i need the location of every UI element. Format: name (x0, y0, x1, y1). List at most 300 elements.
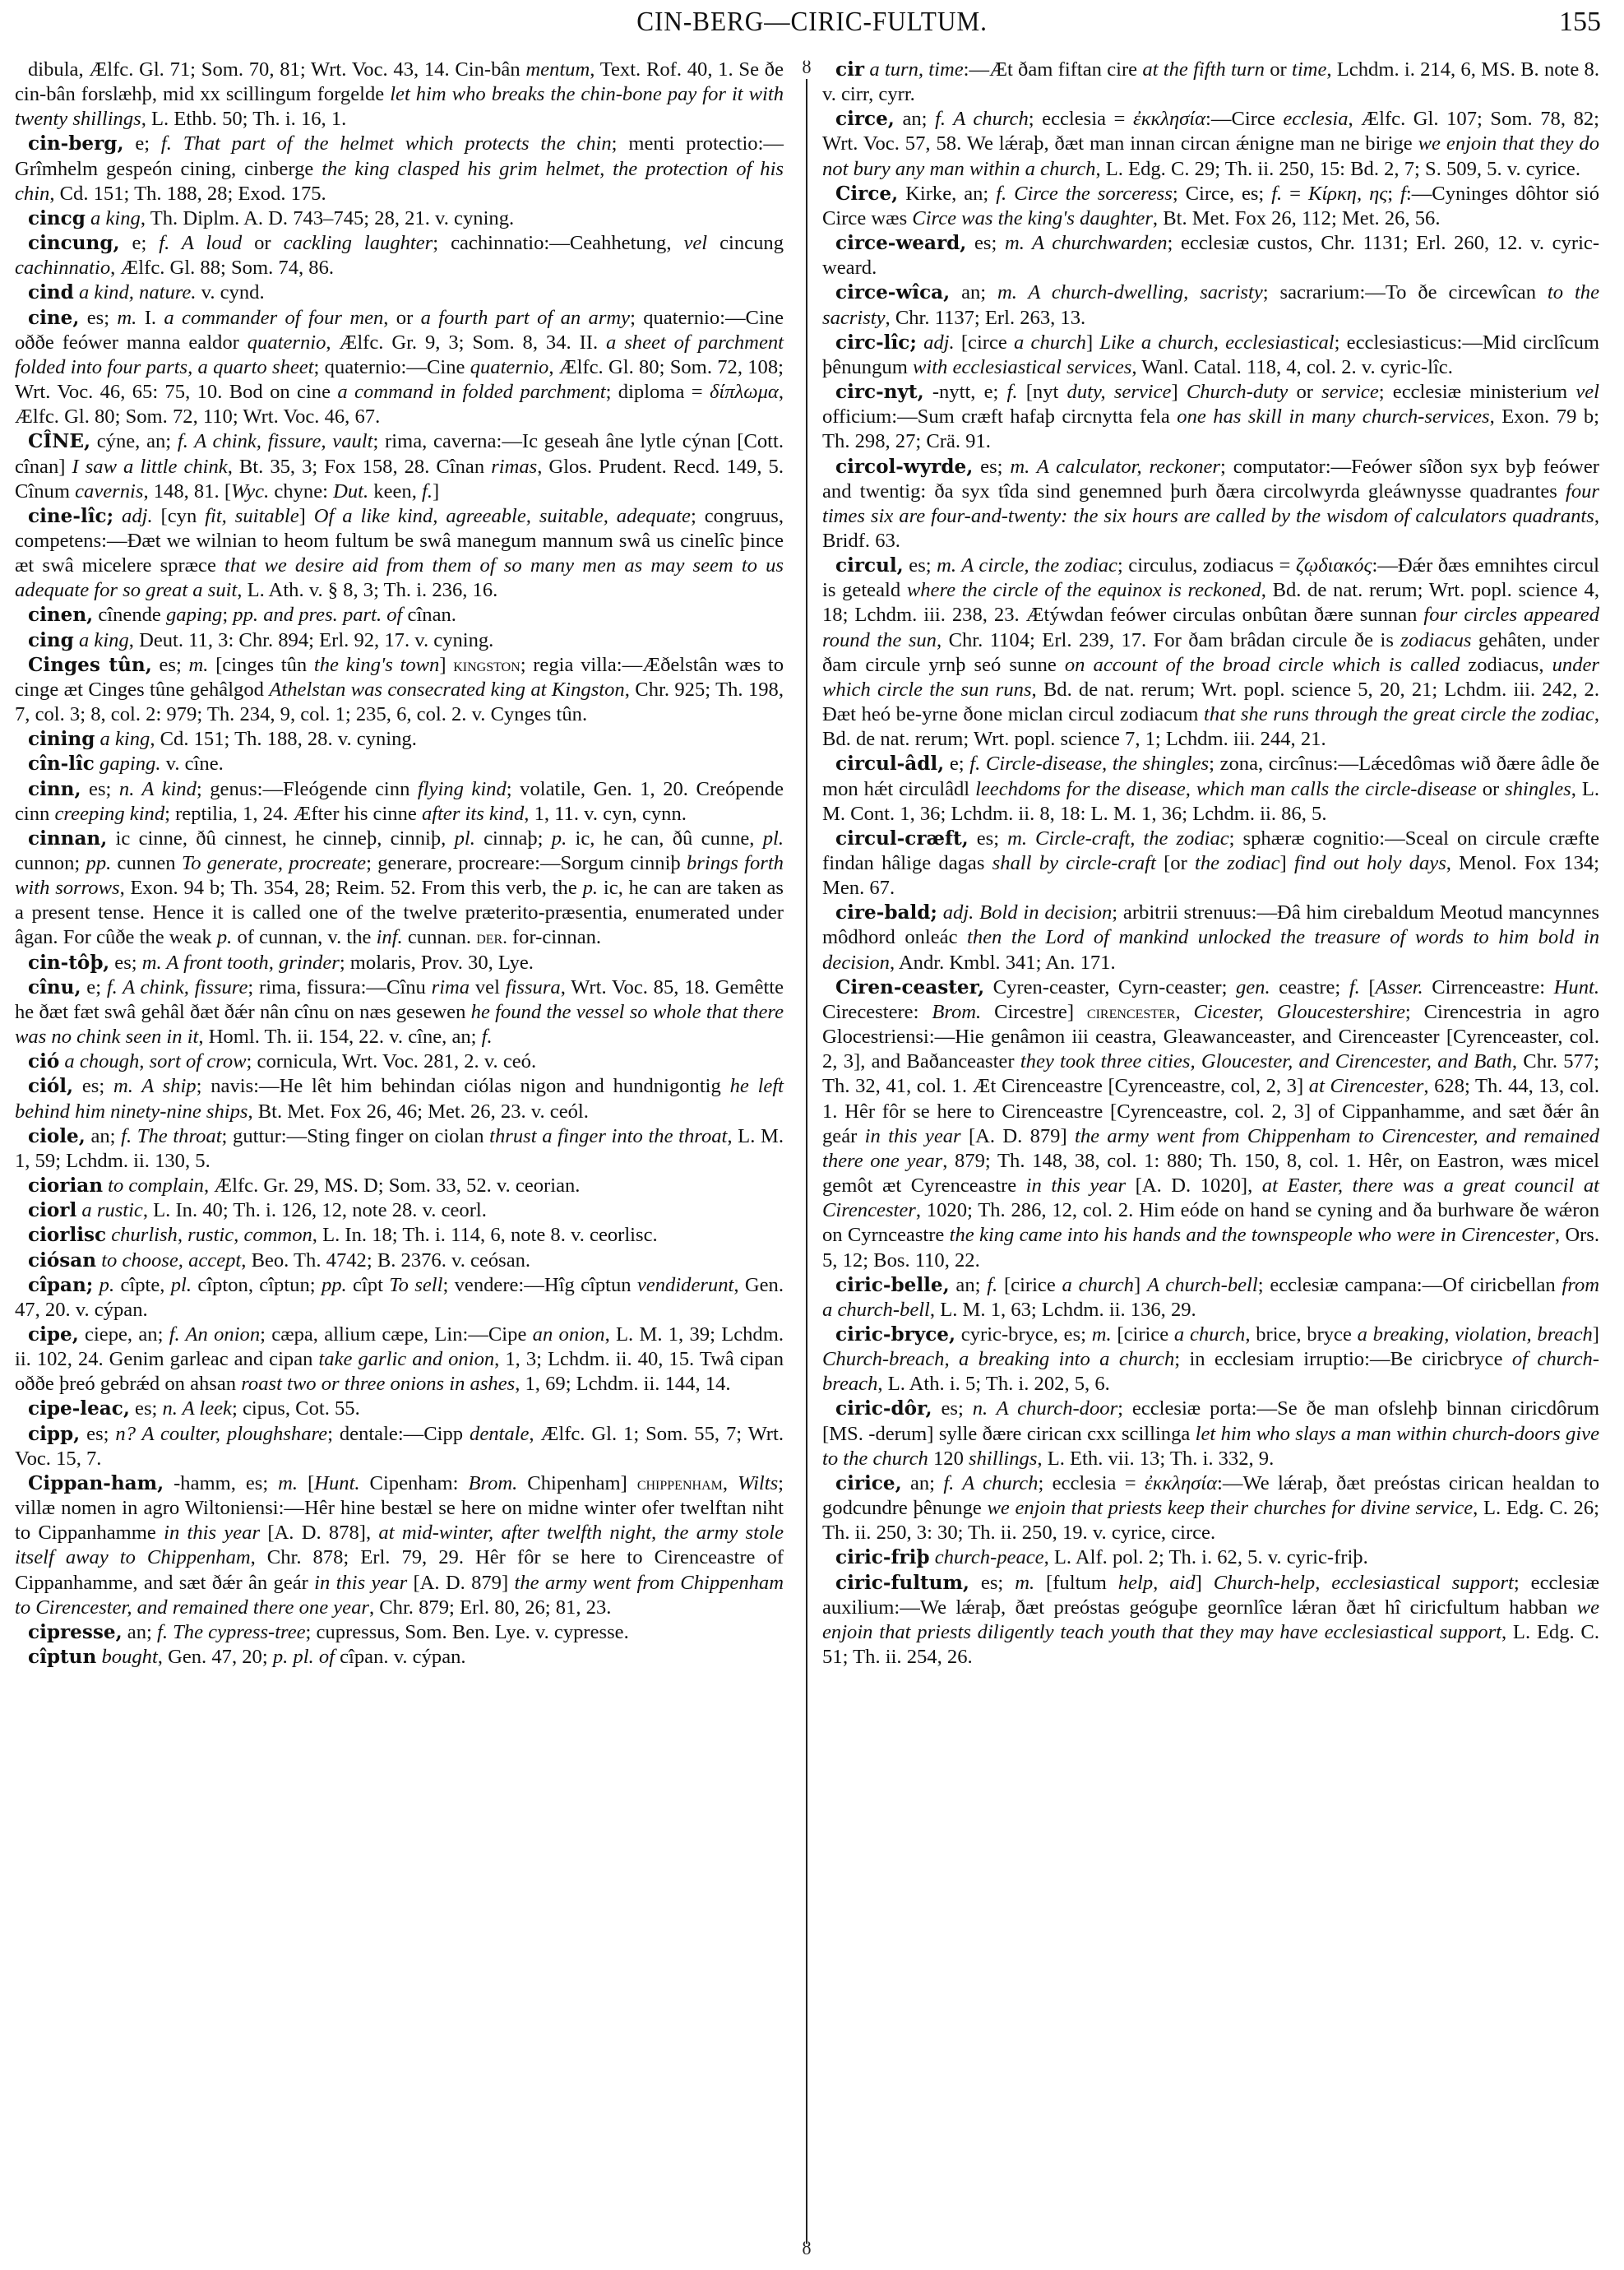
italic-gloss: p. (582, 877, 599, 900)
dictionary-entry (15, 777, 784, 827)
italic-gloss: four circles appeared round the sun (822, 604, 1599, 651)
italic-gloss: then the Lord of mankind unlocked the treasure of words to him bold in decision (822, 926, 1600, 974)
entry-text: ic, he can are taken as a present tense. Hence it is called one of the twelve præterito-præsentia, enumerated under âgan. For cûðe the weak (15, 877, 784, 949)
headword: ciric-dôr, (835, 1397, 932, 1420)
italic-gloss: δίπλωμα (709, 381, 779, 404)
entry-text: , (1175, 1000, 1194, 1023)
entry-text (113, 505, 122, 527)
italic-gloss: mentum (525, 58, 590, 81)
entry-text: , L. M. Cont. 1, 36; Lchdm. ii. 8, 18: L. M. 1, 36; Lchdm. ii. 86, 5. (822, 777, 1600, 825)
entry-text: gehâten, under ðam circule yrnþ seó sunne (822, 628, 1599, 676)
entry-text: ; cæpa, allium cæpe, Lin:—Cipe (260, 1323, 533, 1346)
italic-gloss: pl. (454, 827, 475, 850)
dictionary-entry (15, 1074, 784, 1123)
entry-text: [cyn (152, 504, 206, 527)
entry-text: ; zona, circînus:—Lǽcedômas wið ðære âdle ðe mon hǽt circulâdl (822, 753, 1599, 800)
headword: cining (28, 728, 95, 751)
headword: cîpan; (28, 1273, 94, 1296)
dictionary-entry (822, 827, 1599, 901)
italic-gloss: an onion (532, 1323, 605, 1346)
italic-gloss: Κίρκη, ης (1307, 182, 1388, 205)
italic-gloss: in this year (1025, 1174, 1127, 1198)
dictionary-entry (822, 455, 1599, 554)
entry-text: ; cachinnatio:—Ceahhetung, (433, 232, 684, 255)
italic-gloss: let him who slays a man within church-doors give to the church (822, 1422, 1599, 1470)
italic-gloss: n. A church-door (972, 1397, 1118, 1420)
dictionary-entry (822, 1471, 1599, 1545)
entry-text: = (1282, 182, 1308, 205)
italic-gloss: in this year (864, 1124, 961, 1147)
entry-text: -hamm, es; (164, 1471, 279, 1494)
italic-gloss: m. A churchwarden (1004, 232, 1168, 255)
entry-text: es; (903, 554, 937, 577)
entry-text: , Ælfc. Gl. 88; Som. 74, 86. (110, 257, 335, 280)
headword: ciric-fultum, (835, 1571, 969, 1594)
dictionary-entry (15, 280, 784, 305)
dictionary-entry (15, 1422, 784, 1471)
entry-text: I. (136, 306, 164, 329)
headword: cinen, (28, 604, 94, 627)
entry-text: an; (901, 1471, 944, 1494)
italic-gloss: a command in folded parchment (337, 381, 606, 404)
entry-text: , L. In. 40; Th. i. 126, 12, note 28. v. ceorl. (142, 1199, 487, 1222)
entry-text: e; (944, 753, 970, 776)
fleuron-ornament-icon: ȣ (802, 2238, 812, 2258)
dictionary-entry (15, 1124, 784, 1174)
entry-text (917, 331, 923, 354)
italic-gloss: ecclesia (1283, 108, 1349, 131)
italic-gloss: Brom. (932, 1000, 982, 1023)
entry-text: ; regia villa:—Æðelstân wæs to cinge æt Cinges tûne gehâlgod (15, 653, 784, 701)
italic-gloss: pp. and pres. part. of (233, 604, 403, 627)
entry-text: of cunnan, v. the (232, 926, 377, 949)
entry-text: ; rima, fissura:—Cînu (248, 975, 432, 998)
entry-text: , (722, 1471, 738, 1494)
italic-gloss: n. A kind (118, 777, 197, 800)
italic-gloss: cachinnatio (15, 257, 111, 280)
italic-gloss: ἐκκλησία (1145, 1471, 1218, 1494)
italic-gloss: shall by circle-craft (992, 852, 1156, 874)
dictionary-entry (15, 752, 784, 776)
italic-gloss: f. A chink, fissure (106, 975, 248, 998)
headword: ciric-belle, (835, 1273, 950, 1296)
entry-text: , Ælfc. Gl. 80; Som. 72, 108; Wrt. Voc. 46, 65: 75, 10. Bod on cine (15, 355, 784, 404)
entry-text: dibula (28, 58, 79, 81)
dictionary-entry (15, 951, 784, 975)
entry-text: ; quaternio:—Cine (313, 355, 470, 378)
italic-gloss: he found the vessel so whole that there was no chink seen in it (15, 1000, 784, 1049)
entry-text: ] (433, 479, 440, 503)
entry-text: , Bd. de nat. rerum; Wrt. popl. science 4, 18; Lchdm. iii. 238, 23. Ætýwdan feówer circulas onbûtan ðære sunnan (822, 579, 1599, 627)
italic-gloss: we enjoin that they do not bury any man within a church (822, 132, 1599, 180)
dictionary-entry (15, 975, 784, 1049)
headword: circ-nyt, (835, 381, 924, 404)
italic-gloss: at mid-winter, after twelfth night, the army stole itself away to Chippenham (15, 1522, 784, 1569)
headword: ciorl (28, 1199, 77, 1222)
entry-text (93, 1274, 99, 1296)
italic-gloss: from a church-bell (822, 1273, 1600, 1321)
italic-gloss: zodiacus (1400, 628, 1472, 651)
italic-gloss: f. (1006, 381, 1018, 404)
entry-text: , Ælfc. Gl. 80; Som. 72, 110; Wrt. Voc. 46, 67. (15, 381, 784, 429)
italic-gloss: after its kind (421, 802, 525, 825)
italic-gloss: rima (431, 975, 470, 998)
italic-gloss: Wilts (737, 1471, 779, 1494)
italic-gloss: inf. (376, 926, 403, 949)
entry-text: , L. Ethb. 50; Th. i. 16, 1. (141, 108, 347, 131)
dictionary-entry (822, 752, 1599, 826)
entry-text: es; (932, 1397, 973, 1420)
entry-text: or (1476, 777, 1506, 800)
entry-text: ; volatile, Gen. 1, 20. Creópende cinn (15, 777, 784, 825)
entry-text: :—Æt ðam fiftan cire (963, 58, 1143, 81)
entry-text: , brice, bryce (1245, 1323, 1358, 1346)
dictionary-entry (822, 1273, 1599, 1323)
italic-gloss: fit, suitable (205, 504, 299, 527)
headword: cipe-leac, (28, 1397, 130, 1420)
entry-text: :—Cyninges dôhtor sió Circe wæs (822, 182, 1599, 229)
entry-text: :—Ðǽr ðæs emnihtes circul is geteald (822, 554, 1599, 602)
dictionary-entry (15, 231, 784, 280)
dictionary-entry (15, 206, 784, 231)
italic-gloss: time (1292, 58, 1327, 81)
dictionary-entry (15, 1323, 784, 1397)
entry-text: , Homl. Th. ii. 154, 22. v. cîne, an; (198, 1026, 482, 1049)
italic-gloss: m. (278, 1471, 298, 1494)
headword: ciól, (28, 1075, 74, 1098)
dictionary-entry (15, 1645, 784, 1670)
italic-gloss: Church-duty (1186, 381, 1289, 404)
headword: circ-lîc; (835, 331, 917, 354)
entry-text: , Bd. de nat. rerum; Wrt. popl. science 7, 1; Lchdm. iii. 244, 21. (822, 703, 1599, 751)
italic-gloss: they took three cities, Gloucester, and Cirencester, and Bath (1020, 1050, 1512, 1073)
dictionary-entry (15, 1397, 784, 1421)
italic-gloss: a king (90, 206, 141, 229)
italic-gloss: vel (1575, 381, 1599, 404)
italic-gloss: at Cirencester (1308, 1075, 1424, 1098)
italic-gloss: churlish, rustic, common (111, 1224, 312, 1247)
italic-gloss: f. A loud (159, 232, 243, 255)
entry-text: , Cd. 151; Th. 188, 28; Exod. 175. (49, 182, 326, 205)
entry-text: , Exon. 79 b; Th. 298, 27; Crä. 91. (822, 405, 1599, 453)
entry-text: es; (73, 1075, 113, 1098)
italic-gloss: m. Circle-craft, the zodiac (1007, 827, 1229, 850)
entry-text: , L. M. 1, 63; Lchdm. ii. 136, 29. (929, 1298, 1196, 1321)
headword: cine-lîc; (28, 504, 114, 527)
headword: circul-âdl, (835, 753, 945, 776)
headword: Circe, (835, 182, 899, 205)
dictionary-entry (822, 1571, 1599, 1670)
entry-text: es; (81, 777, 119, 800)
italic-gloss: four times six are four-and-twenty: the six hours are called by the wisdom of calculators quadrants (822, 479, 1599, 527)
entry-text: , Exon. 94 b; Th. 354, 28; Reim. 52. From this verb, the (119, 877, 583, 900)
dictionary-entry (822, 901, 1599, 975)
entry-text: , or (383, 306, 421, 329)
entry-text: ; Cirencestria in agro Glocestriensi:—Hie genâmon iii ceastra, Gleawanceaster, and Cirenceaster [Cyrenceaster, col. 2, 3], and Baðanceaster (822, 1000, 1599, 1073)
entry-text: an; (949, 1273, 988, 1296)
italic-gloss: under which circle the sun runs (822, 653, 1599, 701)
italic-gloss: dentale (470, 1422, 530, 1445)
entry-text: ] (1592, 1323, 1599, 1346)
dictionary-entry (15, 653, 784, 727)
italic-gloss: p. (216, 926, 233, 949)
entry-text: ; ecclesiæ custos, Chr. 1131; Erl. 260, 12. v. cyric-weard. (822, 232, 1600, 280)
entry-text: [nyt (1017, 381, 1067, 404)
dictionary-entry (15, 58, 784, 132)
italic-gloss: leechdoms for the disease, which man calls the circle-disease (975, 777, 1477, 800)
entry-text: , Wrt. Voc. 85, 18. Gemêtte he ðæt fæt swâ gehâl ðæt ðǽr nân cînu on næs gesewen (15, 975, 784, 1023)
headword: cînu, (28, 975, 81, 998)
entry-text: Cirrenceastre: (1423, 975, 1554, 998)
italic-gloss: m. (117, 306, 137, 329)
entry-text: , Ælfc. Gl. 71; Som. 70, 81; Wrt. Voc. 43, 14. Cin-bân (78, 58, 526, 81)
italic-gloss: f. (422, 479, 433, 503)
dictionary-entry (15, 1223, 784, 1248)
entry-text: , Beo. Th. 4742; B. 2376. v. ceósan. (241, 1248, 531, 1272)
entry-text: , Bt. 35, 3; Fox 158, 28. Cînan (227, 455, 492, 478)
headword: cin-berg, (28, 132, 124, 155)
entry-text: , Ælfc. Gr. 29, MS. D; Som. 33, 52. v. ceorian. (203, 1174, 581, 1198)
entry-text: cînende (93, 604, 166, 627)
italic-gloss: a commander of four men (164, 306, 384, 329)
headword: CÎNE, (28, 430, 90, 453)
entry-text: [fultum (1034, 1571, 1118, 1594)
entry-text: ; in ecclesiam irruptio:—Be ciricbryce (1174, 1348, 1512, 1371)
entry-text: , Chr. 1104; Erl. 239, 17. For ðam brâdan circule ðe is (936, 628, 1401, 651)
entry-text: , Andr. Kmbl. 341; An. 171. (889, 951, 1116, 974)
italic-gloss: f. (987, 1273, 998, 1296)
italic-gloss: a breaking, violation, breach (1357, 1323, 1593, 1346)
entry-text: , Gen. 47, 20; (157, 1646, 273, 1668)
italic-gloss: m. A calculator, reckoner (1010, 455, 1221, 478)
entry-text: ; arbitrii strenuus:—Ðâ him cirebaldum Meotud mancynnes môdhord onleác (822, 901, 1599, 949)
entry-text: , Deut. 11, 3: Chr. 894; Erl. 92, 17. v. cyning. (128, 628, 494, 651)
italic-gloss: f. Circe the sorceress (996, 182, 1173, 205)
italic-gloss: a fourth part of an army (420, 306, 631, 329)
entry-text: ; diploma = (605, 381, 710, 404)
dictionary-entry (15, 1273, 784, 1323)
dictionary-entry (15, 1471, 784, 1620)
entry-text: , Gen. 47, 20. v. cýpan. (15, 1273, 784, 1321)
entry-text: , 1, 3; Lchdm. ii. 40, 15. Twâ cipan oððe þreó gebrǽd on ahsan (15, 1348, 784, 1396)
entry-text: ciepe, an; (78, 1323, 169, 1346)
italic-gloss: f. (481, 1026, 493, 1049)
entry-text: , Bd. de nat. rerum; Wrt. popl. science 5, 20, 21; Lchdm. iii. 242, 2. Ðæt heó be-yrne ðone miclan circul zodiacum (822, 678, 1599, 726)
entry-text: 120 (928, 1447, 969, 1470)
entry-text: es; (80, 1422, 116, 1445)
headword: cinn, (28, 777, 81, 800)
entry-text: , Text. Rof. 40, 1. Se ðe cin-bân forslæhþ, mid xx scillingum forgelde (15, 58, 784, 106)
entry-text: , L. Edg. C. 26; Th. ii. 250, 3: 30; Th. ii. 250, 19. v. cyrice, circe. (822, 1497, 1599, 1545)
entry-text: an; (122, 1620, 157, 1643)
entry-text: Cipenham: (359, 1471, 469, 1494)
italic-gloss: shingles (1505, 777, 1571, 800)
entry-text: , L. Ath. i. 5; Th. i. 202, 5, 6. (877, 1373, 1110, 1396)
headword: circe, (835, 108, 895, 131)
entry-text (937, 901, 943, 924)
entry-text: ; (222, 604, 234, 627)
italic-gloss: bought (101, 1646, 158, 1668)
headword: cincung, (28, 232, 120, 255)
italic-gloss: A church-bell (1146, 1273, 1258, 1296)
headword: cind (28, 281, 74, 304)
italic-gloss: flying kind (417, 777, 507, 800)
italic-gloss: with ecclesiastical services (912, 355, 1132, 378)
entry-text: es; (129, 1397, 163, 1420)
italic-gloss: help, aid (1117, 1571, 1196, 1594)
entry-text: ; cornicula, Wrt. Voc. 281, 2. v. ceó. (246, 1050, 537, 1073)
entry-text: ; guttur:—Sting finger on ciolan (221, 1124, 490, 1147)
entry-text: es; (79, 306, 118, 329)
entry-text: :—Circe (1205, 108, 1284, 131)
entry-text: , L. Alf. pol. 2; Th. i. 62, 5. v. cyric-friþ. (1043, 1546, 1368, 1569)
italic-gloss: m. (1015, 1571, 1035, 1594)
italic-gloss: he left behind him ninety-nine ships (15, 1075, 784, 1123)
entry-text: , Chr. 577; Th. 32, 41, col. 1. Æt Cirenceastre [Cyrenceastre, col, 2, 3] (822, 1050, 1599, 1098)
entry-text: , Chr. 1137; Erl. 263, 13. (885, 306, 1086, 329)
dictionary-entry (15, 827, 784, 951)
italic-gloss: quaternio (470, 355, 549, 378)
entry-text: [A. D. 879] (960, 1124, 1075, 1147)
italic-gloss: the king's town (313, 653, 440, 676)
entry-text: [A. D. 879] (407, 1571, 515, 1594)
italic-gloss: f. The throat (121, 1124, 222, 1147)
headword: cipp, (28, 1422, 81, 1445)
italic-gloss: cavernis (75, 479, 144, 503)
entry-text: cunnon; (15, 852, 86, 874)
entry-text: [A. D. 1020], (1126, 1174, 1262, 1198)
italic-gloss: we enjoin that priests diligently teach youth that they may have ecclesiastical support (822, 1596, 1599, 1643)
italic-gloss: Church-breach, a breaking into a church (822, 1348, 1175, 1371)
entry-text: ; ecclesiasticus:—Mid circlîcum þênungum (822, 331, 1600, 378)
dictionary-entry (15, 603, 784, 628)
italic-gloss: ζῳδιακός (1295, 554, 1372, 577)
entry-text: ; ecclesiæ campana:—Of ciricbellan (1257, 1273, 1562, 1296)
headword: ciric-friþ (835, 1546, 930, 1569)
entry-text: cinnaþ; (474, 827, 552, 850)
italic-gloss: brings forth with sorrows (15, 852, 784, 900)
right-column (822, 58, 1599, 1670)
italic-gloss: f. (1271, 182, 1283, 205)
italic-gloss: take garlic and onion (318, 1348, 495, 1371)
italic-gloss: at the fifth turn (1142, 58, 1265, 81)
entry-text: v. cîne. (160, 753, 224, 776)
italic-gloss: that she runs through the great circle the zodiac (1204, 703, 1594, 726)
headword: ciósan (28, 1248, 97, 1272)
entry-text: es; (969, 1571, 1016, 1594)
entry-text: -nytt, e; (923, 381, 1007, 404)
entry-text: , 1, 11. v. cyn, cynn. (524, 802, 687, 825)
entry-text: , L. Ath. v. § 8, 3; Th. i. 236, 16. (237, 579, 498, 602)
italic-gloss: p. (99, 1273, 115, 1296)
italic-gloss: one has skill in many church-services (1177, 405, 1490, 429)
entry-text: es; (968, 827, 1008, 850)
italic-gloss: a rustic (81, 1199, 143, 1222)
entry-text: or (242, 232, 284, 255)
headword: cin-tôþ, (28, 951, 110, 974)
entry-text: , Chr. 925; Th. 198, 7, col. 3; 8, col. 2: 979; Th. 234, 9, col. 1; 235, 6, col. 2. v. Cynges tûn. (15, 678, 784, 726)
entry-text: [cirice (997, 1273, 1062, 1296)
italic-gloss: adj. (122, 504, 153, 527)
headword: cîptun (28, 1646, 97, 1668)
entry-text: es; (973, 455, 1011, 478)
italic-gloss: a turn, time (869, 58, 964, 81)
italic-gloss: f. A church (943, 1471, 1039, 1494)
headword: cinnan, (28, 827, 108, 850)
italic-gloss: f. (1349, 975, 1360, 998)
entry-text: , Th. Diplm. A. D. 743–745; 28, 21. v. cyning. (140, 206, 515, 229)
entry-text: cyric-bryce, es; (955, 1323, 1092, 1346)
italic-gloss: I saw a little chink (72, 455, 228, 478)
italic-gloss: f. The cypress-tree (157, 1620, 306, 1643)
dictionary-entry (822, 331, 1599, 380)
italic-gloss: a king (78, 628, 129, 651)
headword: ciole, (28, 1124, 86, 1147)
dictionary-entry (822, 380, 1599, 454)
entry-text: , Lchdm. i. 214, 6, MS. B. note 8. v. cirr, cyrr. (822, 58, 1599, 106)
entry-text: , Bt. Met. Fox 26, 112; Met. 26, 56. (1152, 206, 1441, 229)
entry-text: ; molaris, Prov. 30, Lye. (339, 951, 534, 974)
entry-text: Cyren-ceaster, Cyrn-ceaster; (984, 975, 1236, 998)
dictionary-entry (15, 727, 784, 752)
entry-text: ; sphæræ cognitio:—Sceal on circule cræfte findan hâlige dagas (822, 827, 1599, 874)
dictionary-entry (822, 1323, 1599, 1397)
entry-text: cunnen (111, 852, 182, 874)
entry-text: , Chr. 879; Erl. 80, 26; 81, 23. (368, 1596, 612, 1619)
italic-gloss: f. An onion (169, 1323, 261, 1346)
italic-gloss: Athelstan was consecrated king at Kingston (269, 678, 625, 701)
italic-gloss: Of a like kind, agreeable, suitable, adequate (313, 504, 691, 527)
headword: circe-weard, (835, 232, 967, 255)
dictionary-entry (822, 1545, 1599, 1570)
italic-gloss: f. A church (935, 108, 1029, 131)
dictionary-entry (15, 504, 784, 604)
italic-gloss: a chough, sort of crow (64, 1050, 247, 1073)
entry-text: , Bt. Met. Fox 26, 46; Met. 26, 23. v. ceól. (248, 1100, 589, 1123)
entry-text: ; villæ nomen in agro Wiltoniensi:—Hêr hine bestæl se here on midne winter ofer twelftan niht to Cippanhamme (15, 1471, 784, 1545)
italic-gloss: in this year (314, 1571, 408, 1594)
headword: cîn-lîc (28, 753, 95, 776)
entry-text: , L. Eth. vii. 13; Th. i. 332, 9. (1037, 1447, 1275, 1470)
entry-text: ; dentale:—Cipp (327, 1422, 470, 1445)
dictionary-entry (15, 1620, 784, 1645)
dictionary-entry (822, 182, 1599, 231)
entry-text: ; quaternio:—Cine oððe feówer manna ealdor (15, 306, 784, 354)
entry-text: ; ecclesia = (1038, 1471, 1145, 1494)
headword: cipresse, (28, 1620, 123, 1643)
dictionary-entry (15, 132, 784, 206)
entry-text: ; cupressus, Som. Ben. Lye. v. cypresse. (305, 1620, 629, 1643)
entry-text: ; generare, procreare:—Sorgum cinniþ (366, 852, 687, 874)
italic-gloss: Circe was the king's daughter (912, 206, 1153, 229)
italic-gloss: adj. Bold in decision (942, 901, 1113, 924)
headword: ciorian (28, 1174, 103, 1198)
entry-text: Chipenham] (517, 1471, 637, 1494)
dictionary-entry (822, 280, 1599, 330)
italic-gloss: thrust a finger into the throat (489, 1124, 728, 1147)
small-caps-text: der. (476, 927, 507, 948)
italic-gloss: Wyc. (231, 479, 270, 503)
italic-gloss: pp. (86, 852, 112, 874)
italic-gloss: to the sacristy (822, 281, 1600, 329)
italic-gloss: on account of the broad circle which is called (1064, 653, 1460, 676)
italic-gloss: Asser. (1375, 975, 1423, 998)
italic-gloss: creeping kind (54, 802, 165, 825)
entry-text: , Chr. 878; Erl. 79, 29. Hêr fôr se here to Cirenceastre of Cippanhamme, and sæt ðǽr ân geár (15, 1546, 784, 1594)
entry-text: e; (123, 132, 161, 155)
italic-gloss: service (1321, 381, 1379, 404)
italic-gloss: we enjoin that priests keep their churches for divine service (987, 1497, 1474, 1520)
